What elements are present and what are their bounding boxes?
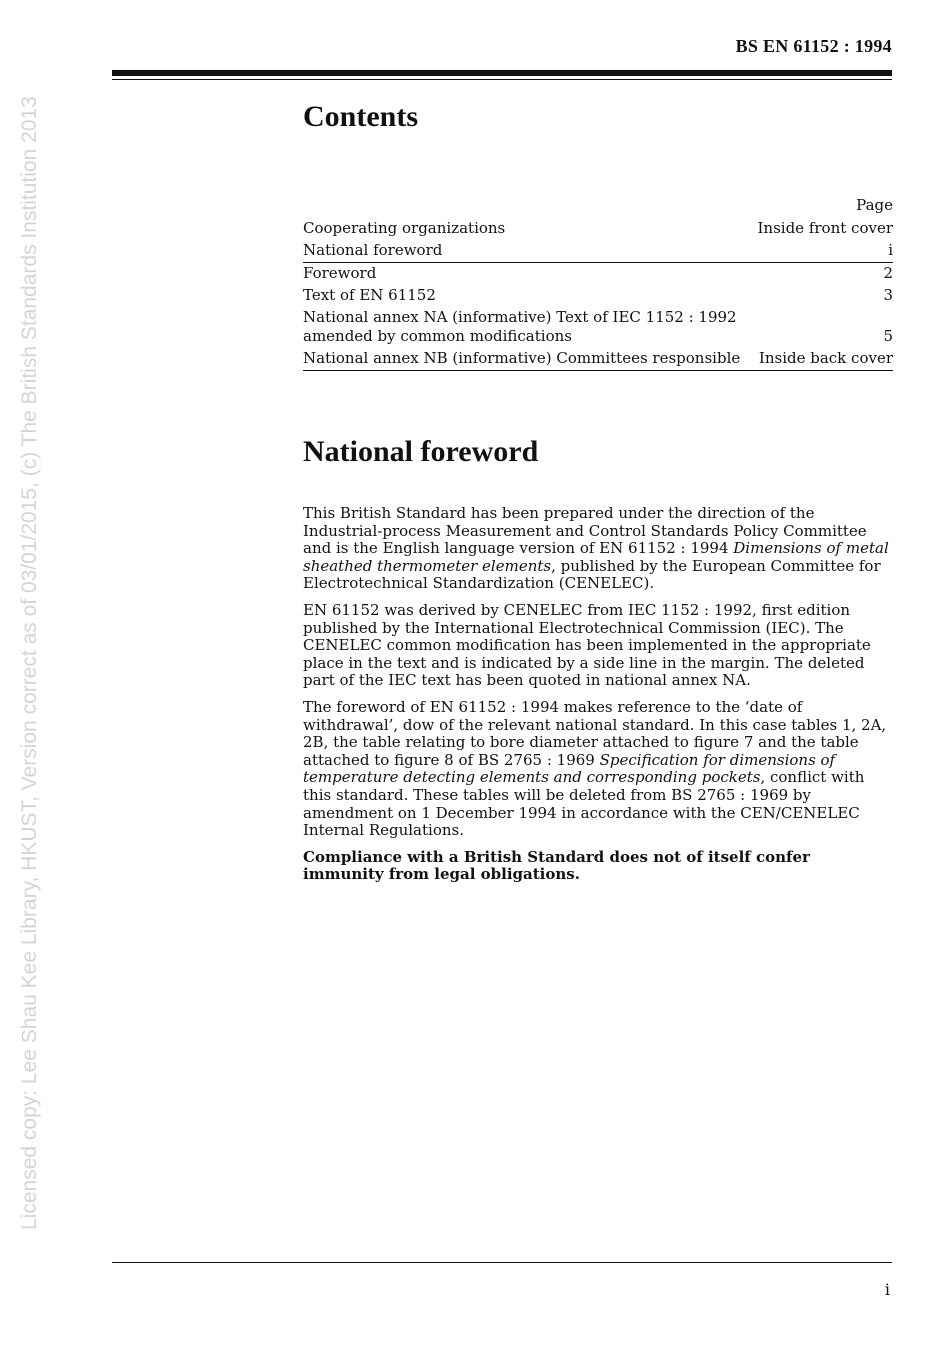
toc-entry-title: Text of EN 61152 [303,286,436,304]
toc-entry-page: i [888,241,893,259]
foreword-paragraph: The foreword of EN 61152 : 1994 makes reference to the ‘date of withdrawal’, dow of the relevant national standard. In this case tables 1, 2A, 2B, the table relating to bore diameter attached to figure 7 and the table attached to figure 8 of BS 2765 : 1969 Specification for dimensions of temperature detecting elements and corresponding pockets, conflict with this standard. These tables will be deleted from BS 2765 : 1969 by amendment on 1 December 1994 in accordance with the CEN/CENELEC Internal Regulations. [303,697,887,840]
toc-page-header: Page [856,196,893,214]
foreword-body [303,505,893,893]
foreword-paragraph: EN 61152 was derived by CENELEC from IEC 1152 : 1992, first edition published by the International Electrotechnical Commission (IEC). The CENELEC common modification has been implemented in the appropriate place in the text and is indicated by a side line in the margin. The deleted part of the IEC text has been quoted in national annex NA. [303,600,871,690]
document-code: BS EN 61152 : 1994 [735,36,892,56]
toc-entry-page: Inside back cover [758,349,893,367]
toc-entry-title: National annex NB (informative) Committees responsible [303,349,741,367]
license-watermark: Licensed copy: Lee Shau Kee Library, HKUST, Version correct as of 03/01/2015, (c) The British Standards Institution 2013 [18,96,41,1230]
toc-row[interactable] [303,348,893,371]
toc-entry-page: 3 [883,286,893,304]
toc-entry-title: Foreword [303,264,377,282]
foreword-title: National foreword [303,435,539,468]
toc-entry-title: National foreword [303,241,443,259]
toc-entry-page: 2 [883,264,893,282]
toc-row[interactable] [303,240,893,263]
page-number: i [884,1280,890,1299]
toc-entry-title: National annex NA (informative) Text of IEC 1152 : 1992 amended by common modifications [303,308,737,345]
footer-rule [112,1262,892,1263]
table-of-contents [303,196,893,371]
toc-row[interactable] [303,307,893,348]
toc-entry-page: Inside front cover [757,219,893,237]
header-rule [112,70,892,76]
header-rule-thin [112,79,892,80]
toc-row[interactable] [303,263,893,285]
foreword-paragraph: This British Standard has been prepared under the direction of the Industrial-process Measurement and Control Standards Policy Committee and is the English language version of EN 61152 : 1994 Dimensions of metal sheathed thermometer elements, published by the European Committee for Electrotechnical Standardization (CENELEC). [303,504,889,593]
legal-notice: Compliance with a British Standard does not of itself confer immunity from legal obligations. [303,847,810,884]
contents-title: Contents [303,100,419,133]
toc-row[interactable] [303,285,893,307]
toc-entry-title: Cooperating organizations [303,219,506,237]
toc-row[interactable] [303,218,893,240]
toc-entry-page: 5 [883,327,893,345]
